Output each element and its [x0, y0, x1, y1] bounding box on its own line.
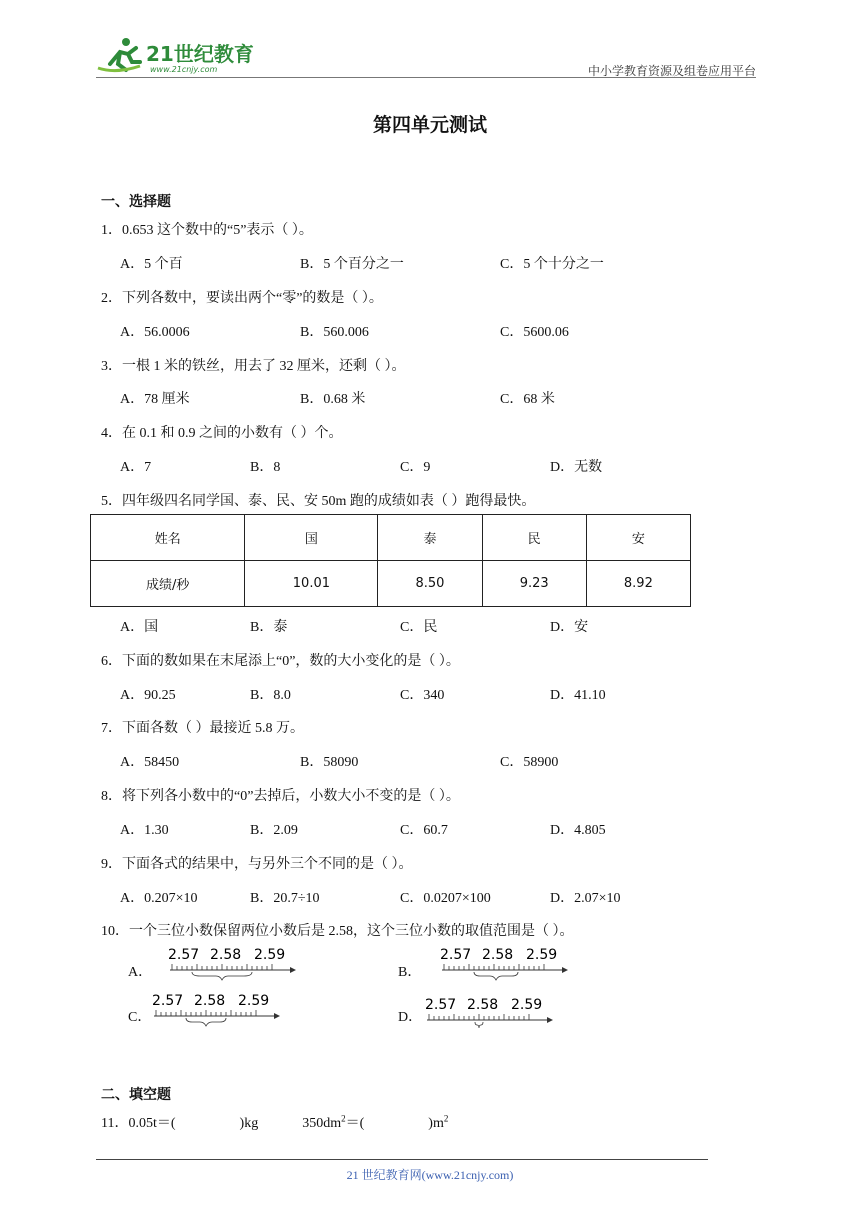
q9-option-c: C．0.0207×100	[400, 891, 491, 906]
q8-option-a: A．1.30	[120, 823, 169, 838]
table-cell: 10.01	[245, 561, 378, 607]
table-cell: 泰	[378, 515, 482, 561]
svg-text:2.59: 2.59	[526, 947, 558, 963]
q8-option-b: B．2.09	[250, 823, 298, 838]
question-5: 5．四年级四名同学国、泰、民、安 50m 跑的成绩如表（ ）跑得最快。	[101, 494, 536, 509]
question-9: 9．下面各式的结果中，与另外三个不同的是（ ）。	[101, 857, 413, 872]
q2-option-b: B．560.006	[300, 325, 369, 340]
question-8: 8．将下列各小数中的“0”去掉后，小数大小不变的是（ ）。	[101, 789, 460, 804]
score-table	[90, 514, 691, 607]
q11-part2-mid: ＝(	[345, 1116, 365, 1131]
q10-option-d: D．	[398, 1010, 423, 1025]
table-cell: 安	[586, 515, 690, 561]
q2-option-c: C．5600.06	[500, 325, 569, 340]
runner-icon	[98, 38, 140, 71]
table-cell: 8.50	[378, 561, 482, 607]
q9-option-d: D．2.07×10	[550, 891, 621, 906]
question-4: 4．在 0.1 和 0.9 之间的小数有（ ）个。	[101, 426, 343, 441]
q5-option-c: C．民	[400, 620, 438, 635]
q9-option-b: B．20.7÷10	[250, 891, 320, 906]
table-cell: 8.92	[586, 561, 690, 607]
table-row	[91, 561, 691, 607]
svg-text:2.57: 2.57	[425, 997, 457, 1013]
q4-option-c: C．9	[400, 460, 431, 475]
q6-option-c: C．340	[400, 688, 445, 703]
q11-part2-exponent: 2	[341, 1113, 346, 1124]
number-line-d-graphic	[423, 994, 553, 1034]
svg-text:2.57: 2.57	[440, 947, 472, 963]
q11-part2-suffix: )m	[428, 1116, 444, 1131]
page-title: 第四单元测试	[372, 114, 487, 136]
q6-option-b: B．8.0	[250, 688, 291, 703]
site-logo	[96, 34, 256, 76]
q11-part2-prefix: 350dm	[302, 1116, 342, 1131]
table-cell: 成绩/秒	[91, 561, 245, 607]
number-line-a-graphic	[166, 944, 296, 984]
q8-option-d: D．4.805	[550, 823, 606, 838]
q8-option-c: C．60.7	[400, 823, 448, 838]
q4-option-a: A．7	[120, 460, 152, 475]
q10-option-c: C．	[128, 1010, 152, 1025]
q5-option-a: A．国	[120, 620, 159, 635]
table-cell: 国	[245, 515, 378, 561]
svg-text:21世纪教育: 21世纪教育	[146, 42, 254, 66]
q11-part1-prefix: 11．0.05t＝(	[101, 1116, 176, 1131]
number-line-c	[150, 990, 280, 1035]
q7-option-c: C．58900	[500, 755, 559, 770]
header-divider	[96, 77, 756, 78]
q11-part1-suffix: )kg	[239, 1116, 259, 1131]
q4-option-b: B．8	[250, 460, 281, 475]
question-2: 2．下列各数中，要读出两个“零”的数是（ ）。	[101, 291, 383, 306]
q11-part2-exponent-2: 2	[443, 1113, 449, 1124]
table-cell: 姓名	[91, 515, 245, 561]
q4-option-d: D．无数	[550, 460, 603, 475]
number-line-b	[438, 944, 568, 989]
svg-text:2.58: 2.58	[210, 947, 242, 963]
q1-option-a: A．5 个百	[120, 257, 183, 272]
q10-option-a: A．	[128, 965, 153, 980]
svg-text:2.58: 2.58	[467, 997, 499, 1013]
svg-text:2.59: 2.59	[254, 947, 286, 963]
svg-text:2.58: 2.58	[482, 947, 514, 963]
question-11	[101, 1112, 448, 1132]
svg-text:2.59: 2.59	[238, 993, 270, 1009]
section-fill-heading: 二、填空题	[101, 1087, 171, 1103]
question-3: 3．一根 1 米的铁丝，用去了 32 厘米，还剩（ ）。	[101, 359, 406, 374]
q9-option-a: A．0.207×10	[120, 891, 198, 906]
header-right-text: 中小学教育资源及组卷应用平台	[587, 64, 756, 78]
q7-option-b: B．58090	[300, 755, 359, 770]
q5-option-b: B．泰	[250, 620, 288, 635]
svg-text:2.59: 2.59	[511, 997, 543, 1013]
q6-option-d: D．41.10	[550, 688, 606, 703]
section-choice-heading: 一、选择题	[101, 194, 171, 210]
q5-option-d: D．安	[550, 620, 589, 635]
table-cell: 民	[482, 515, 586, 561]
q3-option-c: C．68 米	[500, 392, 555, 407]
table-header-row	[91, 515, 691, 561]
svg-text:2.57: 2.57	[168, 947, 200, 963]
svg-text:www.21cnjy.com: www.21cnjy.com	[150, 65, 218, 74]
q3-option-a: A．78 厘米	[120, 392, 190, 407]
svg-text:2.57: 2.57	[152, 993, 184, 1009]
q1-option-b: B．5 个百分之一	[300, 257, 404, 272]
number-line-b-graphic	[438, 944, 568, 984]
q7-option-a: A．58450	[120, 755, 180, 770]
number-line-a	[166, 944, 296, 989]
q6-option-a: A．90.25	[120, 688, 176, 703]
table-cell: 9.23	[482, 561, 586, 607]
question-10: 10．一个三位小数保留两位小数后是 2.58，这个三位小数的取值范围是（ ）。	[101, 924, 574, 939]
q3-option-b: B．0.68 米	[300, 392, 366, 407]
question-7: 7．下面各数（ ）最接近 5.8 万。	[101, 721, 304, 736]
q1-option-c: C．5 个十分之一	[500, 257, 604, 272]
q2-option-a: A．56.0006	[120, 325, 190, 340]
number-line-c-graphic	[150, 990, 280, 1030]
question-1: 1．0.653 这个数中的“5”表示（ ）。	[101, 223, 313, 238]
q10-option-b: B．	[398, 965, 422, 980]
number-line-d	[423, 994, 553, 1039]
svg-text:2.58: 2.58	[194, 993, 226, 1009]
question-6: 6．下面的数如果在末尾添上“0”，数的大小变化的是（ ）。	[101, 654, 460, 669]
footer-text: 21 世纪教育网(www.21cnjy.com)	[346, 1168, 514, 1182]
footer-divider	[96, 1159, 708, 1160]
